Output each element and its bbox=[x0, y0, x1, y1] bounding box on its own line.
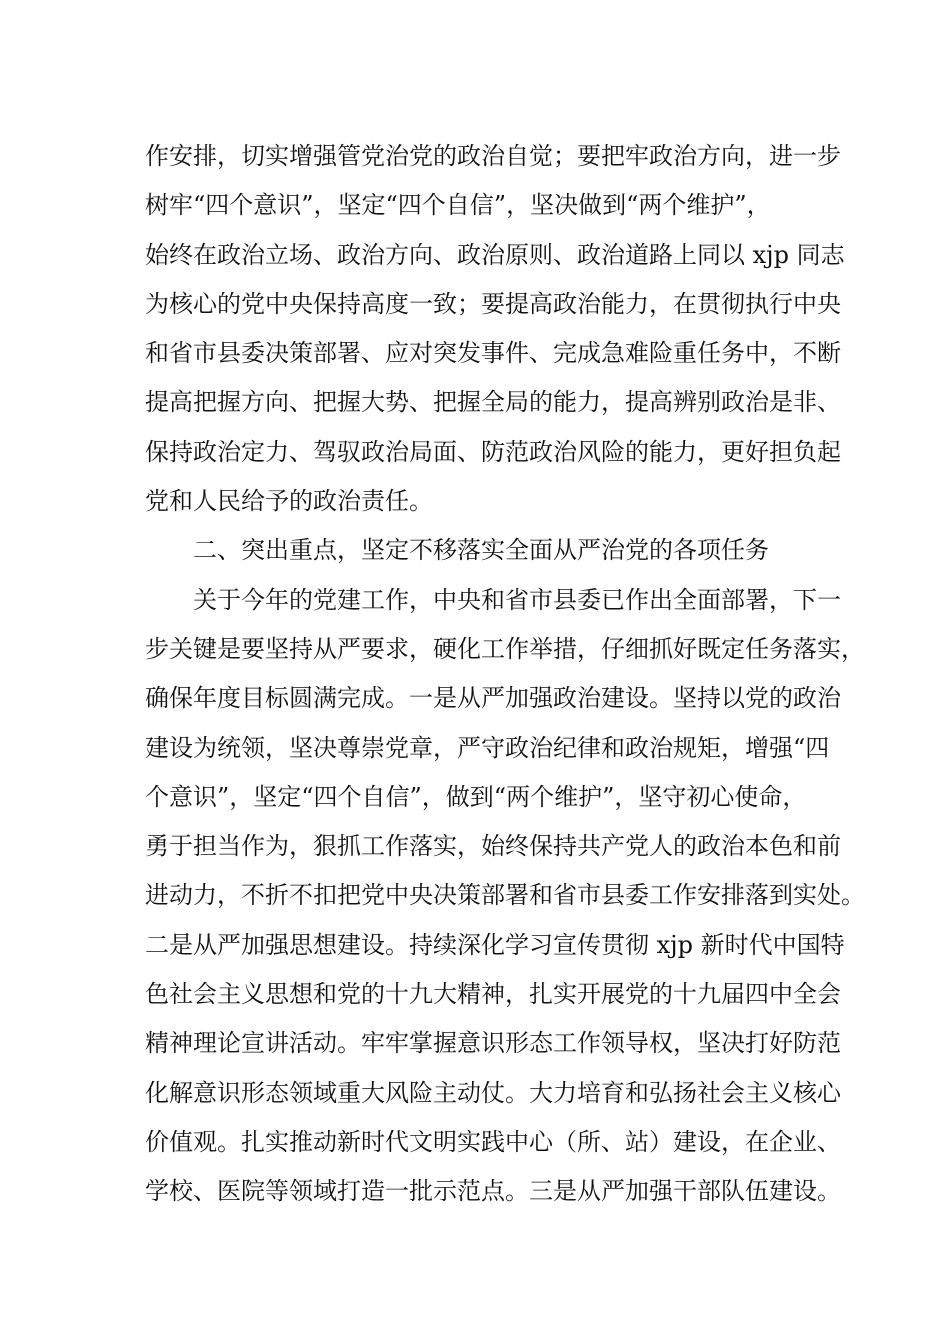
text-line: 化解意识形态领域重大风险主动仗。大力培育和弘扬社会主义核心 bbox=[145, 1078, 841, 1107]
text-line: 学校、医院等领域打造一批示范点。三是从严加强干部队伍建设。 bbox=[145, 1177, 841, 1206]
text-line: 确保年度目标圆满完成。一是从严加强政治建设。坚持以党的政治 bbox=[145, 684, 841, 713]
text-line: 始终在政治立场、政治方向、政治原则、政治道路上同以 xjp 同志 bbox=[145, 240, 845, 269]
section-heading: 二、突出重点，坚定不移落实全面从严治党的各项任务 bbox=[193, 536, 769, 565]
text-line: 勇于担当作为，狠抓工作落实，始终保持共产党人的政治本色和前 bbox=[145, 832, 841, 861]
text-line: 党和人民给予的政治责任。 bbox=[145, 487, 433, 516]
text-line: 步关键是要坚持从严要求，硬化工作举措，仔细抓好既定任务落实， bbox=[145, 634, 865, 663]
paragraph-start: 关于今年的党建工作，中央和省市县委已作出全面部署，下一 bbox=[193, 585, 841, 614]
text-line: 精神理论宣讲活动。牢牢掌握意识形态工作领导权，坚决打好防范 bbox=[145, 1029, 841, 1058]
text-line: 保持政治定力、驾驭政治局面、防范政治风险的能力，更好担负起 bbox=[145, 437, 841, 466]
text-line: 为核心的党中央保持高度一致；要提高政治能力，在贯彻执行中央 bbox=[145, 289, 841, 318]
text-line: 建设为统领，坚决尊崇党章，严守政治纪律和政治规矩，增强“四 bbox=[145, 733, 830, 762]
text-line: 和省市县委决策部署、应对突发事件、完成急难险重任务中，不断 bbox=[145, 339, 841, 368]
body-text bbox=[145, 132, 865, 1217]
text-line: 色社会主义思想和党的十九大精神，扎实开展党的十九届四中全会 bbox=[145, 980, 841, 1009]
text-line: 个意识”，坚定“四个自信”，做到“两个维护”，坚守初心使命， bbox=[145, 782, 807, 811]
text-line: 价值观。扎实推动新时代文明实践中心（所、站）建设，在企业、 bbox=[145, 1127, 841, 1156]
text-line: 进动力，不折不扣把党中央决策部署和省市县委工作安排落到实处。 bbox=[145, 881, 865, 910]
text-line: 树牢“四个意识”，坚定“四个自信”，坚决做到“两个维护”， bbox=[145, 191, 771, 220]
text-line: 二是从严加强思想建设。持续深化学习宣传贯彻 xjp 新时代中国特 bbox=[145, 930, 845, 959]
text-line: 提高把握方向、把握大势、把握全局的能力，提高辨别政治是非、 bbox=[145, 388, 841, 417]
text-line: 作安排，切实增强管党治党的政治自觉；要把牢政治方向，进一步 bbox=[145, 142, 841, 170]
